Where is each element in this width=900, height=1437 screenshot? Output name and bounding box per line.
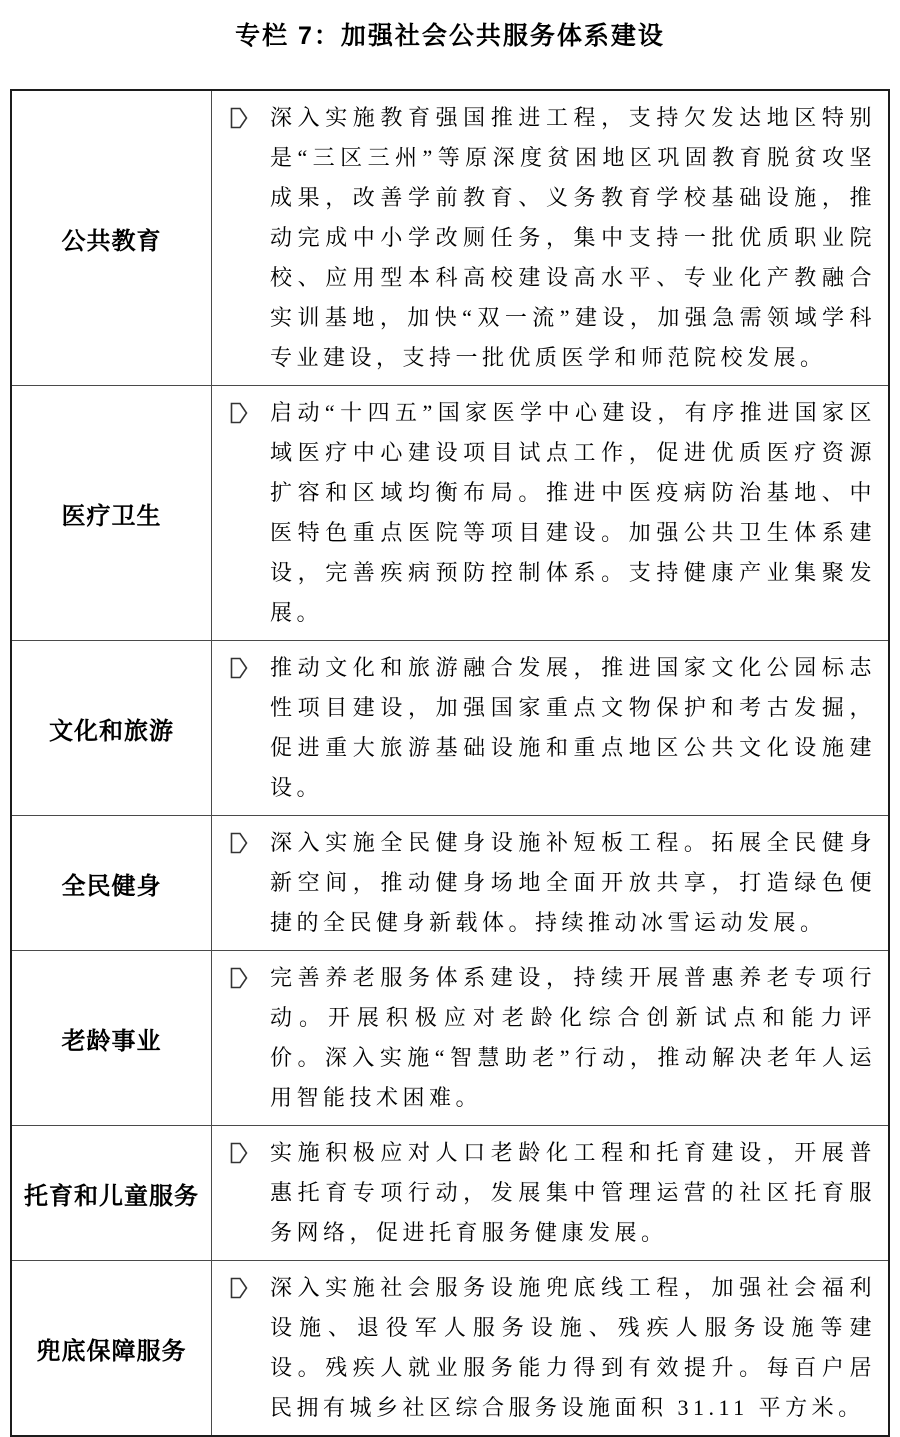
row-label: 托育和儿童服务 [11, 1126, 212, 1261]
table-row [11, 90, 889, 386]
row-text: 实施积极应对人口老龄化工程和托育建设，开展普惠托育专项行动，发展集中管理运营的社区托育服务网络，促进托育服务健康发展。 [270, 1140, 876, 1245]
row-label: 公共教育 [11, 90, 212, 386]
pentagon-arrow-bullet-icon [230, 1277, 248, 1299]
pentagon-arrow-bullet-icon [230, 967, 248, 989]
row-content [212, 641, 890, 816]
table-row [11, 386, 889, 641]
row-label: 医疗卫生 [11, 386, 212, 641]
row-label: 全民健身 [11, 816, 212, 951]
row-text: 深入实施社会服务设施兜底线工程，加强社会福利设施、退役军人服务设施、残疾人服务设施等建设。残疾人就业服务能力得到有效提升。每百户居民拥有城乡社区综合服务设施面积 31.11 平方米。 [270, 1275, 876, 1420]
row-content [212, 90, 890, 386]
row-label: 老龄事业 [11, 951, 212, 1126]
row-content [212, 951, 890, 1126]
table-row [11, 816, 889, 951]
row-text: 完善养老服务体系建设，持续开展普惠养老专项行动。开展积极应对老龄化综合创新试点和能力评价。深入实施“智慧助老”行动，推动解决老年人运用智能技术困难。 [270, 965, 876, 1110]
row-text: 启动“十四五”国家医学中心建设，有序推进国家区域医疗中心建设项目试点工作，促进优质医疗资源扩容和区域均衡布局。推进中医疫病防治基地、中医特色重点医院等项目建设。加强公共卫生体系建设，完善疾病预防控制体系。支持健康产业集聚发展。 [270, 400, 876, 625]
row-content [212, 1126, 890, 1261]
pentagon-arrow-bullet-icon [230, 1142, 248, 1164]
row-content [212, 816, 890, 951]
policy-table [10, 89, 890, 1437]
row-content [212, 1261, 890, 1437]
table-row [11, 1261, 889, 1437]
row-text: 深入实施教育强国推进工程，支持欠发达地区特别是“三区三州”等原深度贫困地区巩固教育脱贫攻坚成果，改善学前教育、义务教育学校基础设施，推动完成中小学改厕任务，集中支持一批优质职业院校、应用型本科高校建设高水平、专业化产教融合实训基地，加快“双一流”建设，加强急需领域学科专业建设，支持一批优质医学和师范院校发展。 [270, 105, 876, 370]
table-row [11, 641, 889, 816]
pentagon-arrow-bullet-icon [230, 657, 248, 679]
pentagon-arrow-bullet-icon [230, 107, 248, 129]
page-title: 专栏 7：加强社会公共服务体系建设 [235, 22, 665, 50]
table-row [11, 1126, 889, 1261]
row-content [212, 386, 890, 641]
pentagon-arrow-bullet-icon [230, 832, 248, 854]
table-row [11, 951, 889, 1126]
row-label: 文化和旅游 [11, 641, 212, 816]
row-text: 推动文化和旅游融合发展，推进国家文化公园标志性项目建设，加强国家重点文物保护和考古发掘，促进重大旅游基础设施和重点地区公共文化设施建设。 [270, 655, 876, 800]
row-label: 兜底保障服务 [11, 1261, 212, 1437]
row-text: 深入实施全民健身设施补短板工程。拓展全民健身新空间，推动健身场地全面开放共享，打造绿色便捷的全民健身新载体。持续推动冰雪运动发展。 [270, 830, 876, 935]
pentagon-arrow-bullet-icon [230, 402, 248, 424]
